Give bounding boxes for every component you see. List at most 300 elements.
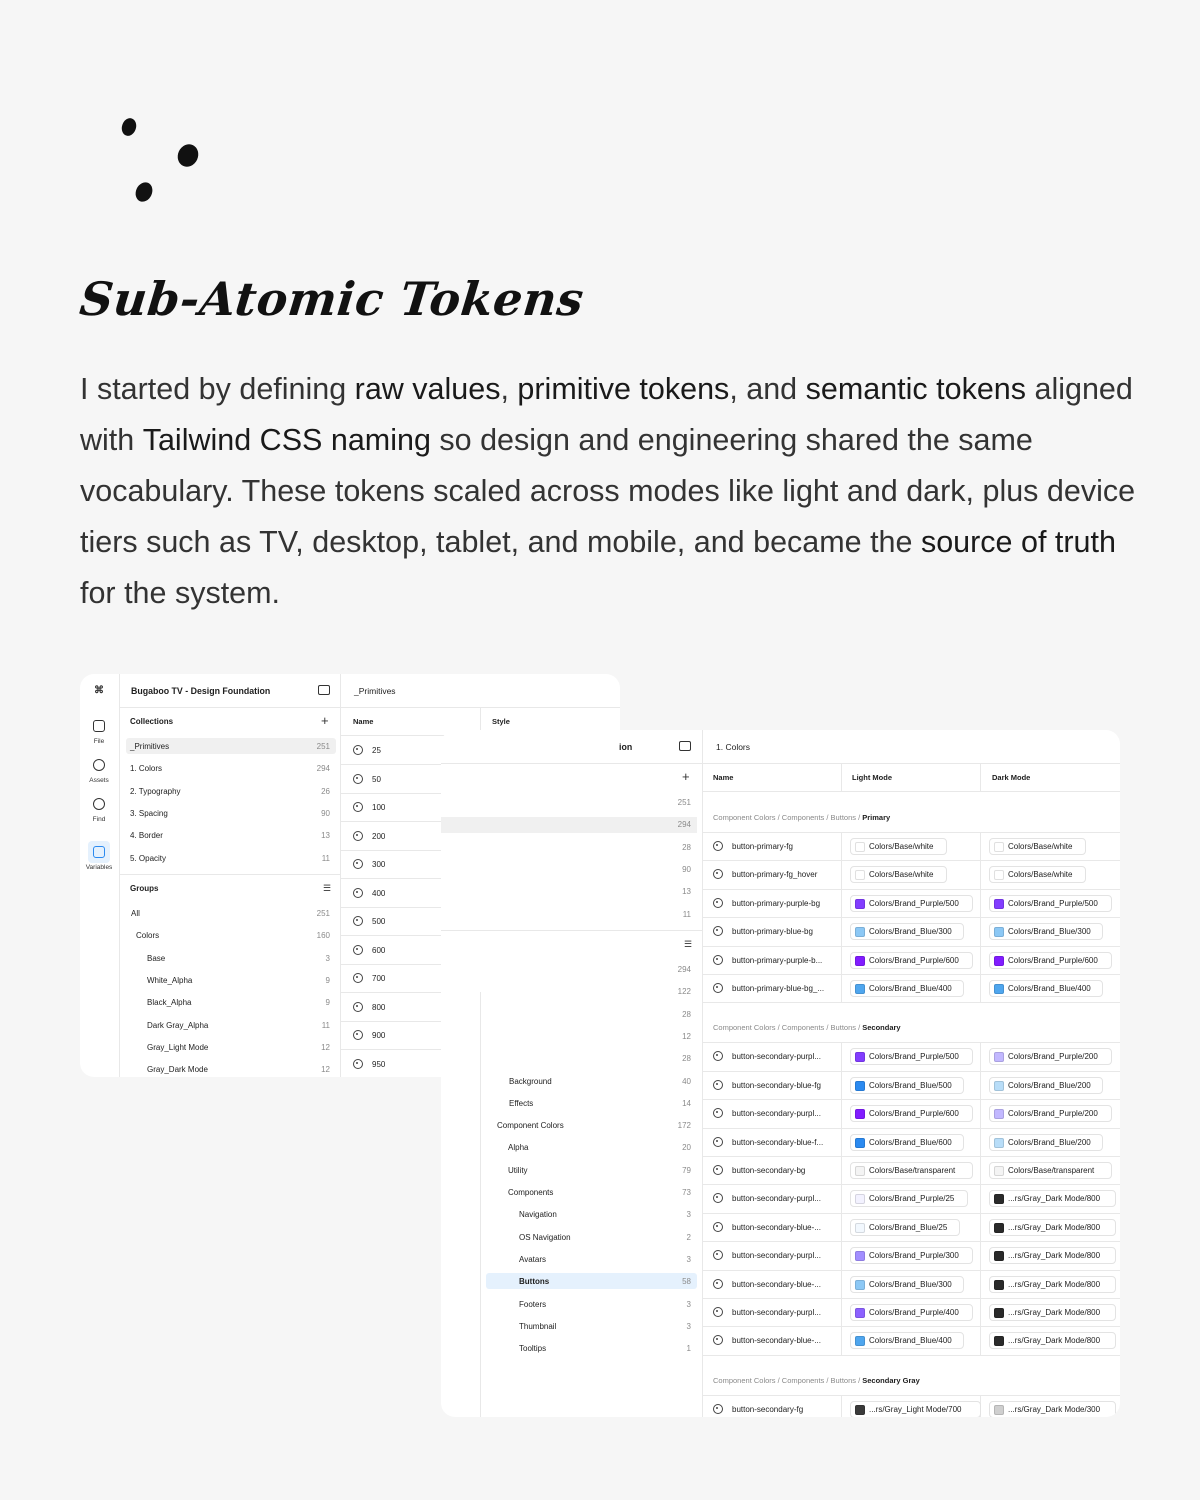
token-name[interactable]: button-secondary-blue-... bbox=[732, 1222, 821, 1232]
token-name[interactable]: 100 bbox=[372, 803, 386, 812]
dark-mode-value[interactable] bbox=[989, 1219, 1116, 1236]
group-count: 251 bbox=[316, 909, 330, 918]
group-item[interactable]: Gray_Light Mode bbox=[147, 1042, 209, 1052]
token-name[interactable]: 50 bbox=[372, 774, 381, 784]
intro-text: , bbox=[500, 372, 518, 406]
color-swatch bbox=[855, 1308, 865, 1318]
light-mode-value[interactable] bbox=[850, 838, 947, 855]
group-count: 3 bbox=[686, 1210, 691, 1220]
color-swatch bbox=[994, 1405, 1004, 1415]
group-count: 11 bbox=[321, 1020, 330, 1030]
palette-icon bbox=[353, 745, 363, 755]
dark-mode-value[interactable] bbox=[989, 895, 1112, 912]
col-divider bbox=[980, 1099, 981, 1127]
color-swatch bbox=[855, 842, 865, 852]
color-swatch bbox=[855, 956, 865, 966]
palette-icon bbox=[713, 841, 723, 851]
group-count: 14 bbox=[682, 1098, 691, 1108]
group-item[interactable]: Colors bbox=[136, 931, 160, 941]
col-divider bbox=[980, 832, 981, 860]
light-mode-text: Colors/Base/white bbox=[869, 842, 934, 851]
collection-count: 26 bbox=[321, 786, 330, 796]
group-item[interactable]: Utility bbox=[508, 1165, 528, 1175]
palette-icon bbox=[353, 1059, 363, 1069]
color-swatch bbox=[855, 1280, 865, 1290]
palette-icon bbox=[353, 916, 363, 926]
dark-mode-text: ...rs/Gray_Dark Mode/800 bbox=[1008, 1279, 1101, 1289]
token-name[interactable]: 950 bbox=[372, 1059, 386, 1069]
token-name[interactable]: button-secondary-blue-f... bbox=[732, 1137, 824, 1147]
group-item[interactable]: Base bbox=[147, 953, 166, 963]
collections-label: Collections bbox=[130, 717, 174, 726]
collection-count: 11 bbox=[321, 853, 330, 863]
col-divider bbox=[980, 917, 981, 945]
token-name[interactable]: 600 bbox=[372, 945, 386, 955]
group-item[interactable]: Effects bbox=[509, 1098, 534, 1108]
group-count: 73 bbox=[682, 1188, 691, 1197]
group-count: 294 bbox=[677, 965, 691, 974]
row-divider bbox=[702, 1002, 1120, 1003]
col-divider bbox=[980, 1298, 981, 1326]
collection-count: 28 bbox=[682, 842, 691, 852]
sort-groups-icon[interactable]: ☰ bbox=[684, 939, 693, 949]
group-item[interactable]: Navigation bbox=[519, 1210, 557, 1220]
palette-icon bbox=[353, 859, 363, 869]
find-icon[interactable] bbox=[93, 798, 105, 810]
color-swatch bbox=[855, 1081, 865, 1091]
intro-emphasis: semantic tokens bbox=[805, 372, 1027, 406]
group-item[interactable]: Tooltips bbox=[519, 1344, 547, 1354]
col-divider bbox=[980, 1270, 981, 1298]
group-count: 28 bbox=[682, 1054, 691, 1064]
row-divider bbox=[702, 860, 1120, 861]
color-swatch bbox=[855, 927, 865, 937]
col-divider bbox=[980, 1071, 981, 1099]
palette-icon bbox=[353, 1002, 363, 1012]
col-divider bbox=[841, 860, 842, 888]
dark-mode-value[interactable] bbox=[989, 980, 1103, 997]
dark-mode-text: ...rs/Gray_Dark Mode/800 bbox=[1008, 1336, 1101, 1346]
col-divider bbox=[980, 1128, 981, 1156]
table-title: _Primitives bbox=[354, 686, 396, 696]
color-swatch bbox=[994, 984, 1004, 994]
token-name[interactable]: button-primary-blue-bg_... bbox=[732, 984, 825, 993]
dark-mode-text: Colors/Brand_Purple/200 bbox=[1008, 1109, 1098, 1119]
light-mode-text: Colors/Brand_Blue/600 bbox=[869, 1137, 952, 1147]
intro-text: so design and engineering shared the same vocabulary. These tokens scaled across modes like light and dark, plus device tiers such as TV, desktop, tablet, and mobile, and became the bbox=[80, 423, 1136, 559]
token-name[interactable]: button-primary-fg_hover bbox=[732, 870, 818, 880]
color-swatch bbox=[994, 1138, 1004, 1148]
row-divider bbox=[702, 1213, 1120, 1214]
group-count: 2 bbox=[686, 1232, 691, 1242]
group-item[interactable]: White_Alpha bbox=[147, 975, 193, 985]
collection-count: 90 bbox=[682, 864, 691, 874]
group-count: 58 bbox=[682, 1277, 691, 1287]
col-divider bbox=[841, 1270, 842, 1298]
light-mode-value[interactable] bbox=[850, 1162, 973, 1179]
token-name[interactable]: button-primary-purple-b... bbox=[732, 955, 823, 965]
group-count: 28 bbox=[682, 1009, 691, 1019]
token-name[interactable]: button-secondary-fg bbox=[732, 1404, 804, 1414]
col-divider bbox=[841, 1042, 842, 1070]
light-mode-text: Colors/Base/white bbox=[869, 870, 934, 880]
palette-icon bbox=[713, 1193, 723, 1203]
palette-icon bbox=[713, 1222, 723, 1232]
row-divider bbox=[702, 1099, 1120, 1100]
dark-mode-text: Colors/Brand_Purple/500 bbox=[1008, 898, 1098, 908]
collection-name: 3. Spacing bbox=[130, 808, 168, 818]
palette-icon bbox=[713, 1335, 723, 1345]
file-title: Bugaboo TV - Design Foundation bbox=[131, 686, 271, 696]
light-mode-value[interactable] bbox=[850, 1332, 964, 1349]
color-swatch bbox=[994, 956, 1004, 966]
row-divider bbox=[702, 1270, 1120, 1271]
token-name[interactable]: button-secondary-purpl... bbox=[732, 1109, 821, 1119]
group-item[interactable]: Thumbnail bbox=[519, 1321, 557, 1331]
col-divider bbox=[841, 1156, 842, 1184]
section-path-text: Component Colors / Components / Buttons / bbox=[713, 813, 863, 822]
group-count: 160 bbox=[316, 931, 330, 941]
light-mode-value[interactable] bbox=[850, 1048, 973, 1065]
dark-mode-text: Colors/Base/transparent bbox=[1008, 1166, 1095, 1175]
palette-icon bbox=[713, 1279, 723, 1289]
group-item[interactable]: All bbox=[131, 909, 140, 918]
light-mode-value[interactable] bbox=[850, 866, 947, 883]
group-item[interactable]: Dark Gray_Alpha bbox=[147, 1020, 209, 1030]
group-count: 20 bbox=[682, 1143, 691, 1153]
palette-icon bbox=[713, 1137, 723, 1147]
row-divider bbox=[702, 1395, 1120, 1396]
color-swatch bbox=[994, 1081, 1004, 1091]
group-item[interactable]: Gray_Dark Mode bbox=[147, 1065, 208, 1075]
col-divider bbox=[841, 946, 842, 974]
add-collection-icon[interactable]: + bbox=[321, 713, 329, 728]
intro-emphasis: Tailwind CSS naming bbox=[142, 423, 431, 457]
light-mode-text: Colors/Brand_Purple/500 bbox=[869, 898, 959, 908]
colors-window bbox=[441, 730, 1120, 1417]
palette-icon bbox=[353, 774, 363, 784]
token-name[interactable]: button-secondary-purpl... bbox=[732, 1052, 821, 1062]
color-swatch bbox=[855, 1194, 865, 1204]
token-name[interactable]: 400 bbox=[372, 888, 386, 898]
token-name[interactable]: button-primary-fg bbox=[732, 842, 793, 851]
light-mode-text: ...rs/Gray_Light Mode/700 bbox=[869, 1404, 962, 1414]
col-divider bbox=[841, 832, 842, 860]
group-count: 12 bbox=[321, 1042, 330, 1052]
color-swatch bbox=[855, 1223, 865, 1233]
col-name-header: Name bbox=[713, 773, 734, 782]
color-swatch bbox=[994, 1223, 1004, 1233]
group-count: 3 bbox=[686, 1321, 691, 1331]
group-item[interactable]: Black_Alpha bbox=[147, 998, 192, 1008]
light-mode-text: Colors/Brand_Purple/600 bbox=[869, 1109, 959, 1119]
intro-text: for the system. bbox=[80, 576, 281, 610]
row-divider bbox=[702, 917, 1120, 918]
page-title: Sub-Atomic Tokens bbox=[77, 272, 587, 326]
collection-count: 251 bbox=[677, 798, 691, 807]
token-name[interactable]: button-secondary-purpl... bbox=[732, 1194, 821, 1204]
light-mode-text: Colors/Brand_Blue/300 bbox=[869, 927, 952, 937]
col-divider bbox=[841, 1298, 842, 1326]
color-swatch bbox=[855, 1251, 865, 1261]
rail-label-assets: Assets bbox=[89, 777, 109, 784]
intro-text: aligned with bbox=[80, 372, 1133, 457]
color-swatch bbox=[855, 1052, 865, 1062]
color-swatch bbox=[855, 1109, 865, 1119]
token-name[interactable]: 500 bbox=[372, 917, 386, 926]
col-light-header: Light Mode bbox=[852, 773, 892, 782]
light-mode-text: Colors/Brand_Purple/600 bbox=[869, 955, 959, 965]
light-mode-value[interactable] bbox=[850, 980, 964, 997]
color-swatch bbox=[994, 1194, 1004, 1204]
table-title: 1. Colors bbox=[716, 742, 751, 752]
color-swatch bbox=[855, 1138, 865, 1148]
collection-count: 11 bbox=[682, 909, 691, 919]
col-divider bbox=[980, 1156, 981, 1184]
token-name[interactable]: 800 bbox=[372, 1002, 386, 1012]
light-mode-text: Colors/Base/transparent bbox=[869, 1166, 956, 1175]
dark-mode-text: ...rs/Gray_Dark Mode/800 bbox=[1008, 1251, 1101, 1261]
dark-mode-text: Colors/Brand_Blue/200 bbox=[1008, 1137, 1091, 1147]
variables-icon[interactable] bbox=[93, 846, 105, 858]
group-item-selected[interactable]: Buttons bbox=[519, 1277, 550, 1287]
palette-icon bbox=[713, 955, 723, 965]
light-mode-value[interactable] bbox=[850, 1077, 964, 1094]
col-divider bbox=[841, 974, 842, 1002]
sidebar-toggle-icon[interactable] bbox=[679, 741, 691, 751]
group-count: 3 bbox=[686, 1299, 691, 1309]
figma-logo-icon[interactable]: ⌘ bbox=[94, 685, 104, 696]
light-mode-value[interactable] bbox=[850, 1276, 964, 1293]
light-mode-text: Colors/Brand_Blue/25 bbox=[869, 1222, 948, 1232]
row-divider bbox=[702, 1355, 1120, 1356]
light-mode-value[interactable] bbox=[850, 1190, 968, 1207]
row-divider bbox=[702, 1128, 1120, 1129]
sort-groups-icon[interactable]: ☰ bbox=[323, 883, 332, 893]
color-swatch bbox=[855, 984, 865, 994]
row-divider bbox=[702, 1042, 1120, 1043]
dark-mode-value[interactable] bbox=[989, 1276, 1116, 1293]
token-name[interactable]: button-secondary-purpl... bbox=[732, 1308, 821, 1317]
dark-mode-value[interactable] bbox=[989, 1190, 1116, 1207]
dark-mode-text: Colors/Base/white bbox=[1008, 870, 1073, 880]
add-collection-icon[interactable]: + bbox=[682, 769, 690, 784]
palette-icon bbox=[713, 1108, 723, 1118]
token-name[interactable]: 25 bbox=[372, 746, 381, 755]
group-item[interactable]: Background bbox=[509, 1076, 552, 1086]
palette-icon bbox=[713, 983, 723, 993]
col-divider bbox=[980, 889, 981, 917]
group-item[interactable]: Avatars bbox=[519, 1254, 546, 1264]
dark-mode-value[interactable] bbox=[989, 838, 1086, 855]
palette-icon bbox=[713, 869, 723, 879]
dark-mode-text: Colors/Brand_Blue/400 bbox=[1008, 984, 1091, 993]
dark-mode-value[interactable] bbox=[989, 1304, 1116, 1321]
token-name[interactable]: button-secondary-purpl... bbox=[732, 1251, 821, 1261]
dark-mode-text: Colors/Base/white bbox=[1008, 842, 1073, 851]
color-swatch bbox=[994, 1251, 1004, 1261]
col-divider bbox=[841, 1099, 842, 1127]
dark-mode-value[interactable] bbox=[989, 1247, 1116, 1264]
col-name-header: Name bbox=[353, 717, 374, 726]
dark-mode-value[interactable] bbox=[989, 866, 1086, 883]
dark-mode-text: Colors/Brand_Purple/200 bbox=[1008, 1052, 1098, 1062]
color-swatch bbox=[994, 899, 1004, 909]
light-mode-text: Colors/Brand_Purple/400 bbox=[869, 1308, 959, 1317]
dark-mode-value[interactable] bbox=[989, 1105, 1112, 1122]
light-mode-value[interactable] bbox=[850, 1304, 973, 1321]
color-swatch bbox=[994, 1308, 1004, 1318]
intro-emphasis: primitive tokens bbox=[517, 372, 730, 406]
token-name[interactable]: 700 bbox=[372, 974, 386, 983]
token-name[interactable]: button-secondary-blue-... bbox=[732, 1336, 821, 1346]
col-dark-header: Dark Mode bbox=[992, 773, 1031, 782]
collection-count: 90 bbox=[321, 808, 330, 818]
light-mode-text: Colors/Brand_Blue/400 bbox=[869, 1336, 952, 1346]
group-count: 40 bbox=[682, 1076, 691, 1086]
palette-icon bbox=[713, 1080, 723, 1090]
token-name[interactable]: 900 bbox=[372, 1031, 386, 1040]
group-count: 3 bbox=[325, 953, 330, 963]
group-count: 1 bbox=[686, 1344, 691, 1354]
token-name[interactable]: 200 bbox=[372, 831, 386, 841]
color-swatch bbox=[994, 870, 1004, 880]
dark-mode-text: ...rs/Gray_Dark Mode/800 bbox=[1008, 1308, 1101, 1317]
dark-mode-value[interactable] bbox=[989, 1048, 1112, 1065]
group-count: 9 bbox=[325, 975, 330, 985]
palette-icon bbox=[353, 888, 363, 898]
dark-mode-value[interactable] bbox=[989, 923, 1103, 940]
rail-label-find: Find bbox=[92, 816, 106, 823]
light-mode-value[interactable] bbox=[850, 952, 973, 969]
color-swatch bbox=[994, 1280, 1004, 1290]
color-swatch bbox=[855, 1166, 865, 1176]
light-mode-text: Colors/Brand_Purple/500 bbox=[869, 1052, 959, 1062]
dark-mode-value[interactable] bbox=[989, 1162, 1112, 1179]
dark-mode-value[interactable] bbox=[989, 952, 1112, 969]
dark-mode-text: Colors/Brand_Blue/300 bbox=[1008, 927, 1091, 937]
section-path-text: Component Colors / Components / Buttons / bbox=[713, 1023, 863, 1033]
row-divider bbox=[702, 974, 1120, 975]
color-swatch bbox=[994, 1336, 1004, 1346]
light-mode-value[interactable] bbox=[850, 923, 964, 940]
light-mode-text: Colors/Brand_Blue/300 bbox=[869, 1279, 952, 1289]
col-divider bbox=[980, 946, 981, 974]
col-divider bbox=[841, 1071, 842, 1099]
section-leaf: Primary bbox=[862, 813, 891, 822]
color-swatch bbox=[855, 870, 865, 880]
group-item[interactable]: Component Colors bbox=[497, 1121, 564, 1131]
assets-icon[interactable] bbox=[93, 759, 105, 771]
token-name[interactable]: button-secondary-blue-... bbox=[732, 1279, 821, 1289]
collection-name: 1. Colors bbox=[130, 764, 163, 774]
palette-icon bbox=[353, 802, 363, 812]
row-divider bbox=[702, 1071, 1120, 1072]
dark-mode-value[interactable] bbox=[989, 1077, 1103, 1094]
col-divider bbox=[841, 1184, 842, 1212]
collection-name: 4. Border bbox=[130, 831, 163, 841]
light-mode-value[interactable] bbox=[850, 1105, 973, 1122]
light-mode-value[interactable] bbox=[850, 1219, 960, 1236]
intro-emphasis: source of truth bbox=[920, 525, 1116, 559]
row-divider bbox=[702, 1298, 1120, 1299]
group-count: 172 bbox=[677, 1121, 691, 1131]
light-mode-text: Colors/Brand_Purple/25 bbox=[869, 1194, 955, 1204]
col-divider bbox=[980, 860, 981, 888]
section-path bbox=[713, 1023, 901, 1032]
dark-mode-text: ...rs/Gray_Dark Mode/800 bbox=[1008, 1222, 1101, 1232]
light-mode-value[interactable] bbox=[850, 1247, 973, 1264]
section-path bbox=[713, 813, 890, 822]
row-divider bbox=[702, 1326, 1120, 1327]
col-divider bbox=[980, 1241, 981, 1269]
color-swatch bbox=[855, 899, 865, 909]
token-name[interactable]: button-primary-blue-bg bbox=[732, 927, 813, 937]
palette-icon bbox=[713, 1165, 723, 1175]
palette-icon bbox=[713, 898, 723, 908]
col-divider bbox=[841, 917, 842, 945]
sidebar-toggle-icon[interactable] bbox=[318, 685, 330, 695]
dark-mode-value[interactable] bbox=[989, 1332, 1116, 1349]
palette-icon bbox=[713, 1250, 723, 1260]
dark-mode-value[interactable] bbox=[989, 1134, 1103, 1151]
section-leaf: Secondary bbox=[862, 1023, 901, 1033]
collection-count: 251 bbox=[316, 742, 330, 751]
col-divider bbox=[841, 1326, 842, 1354]
light-mode-value[interactable] bbox=[850, 1134, 964, 1151]
group-count: 9 bbox=[325, 998, 330, 1008]
color-swatch bbox=[994, 927, 1004, 937]
light-mode-value[interactable] bbox=[850, 895, 973, 912]
palette-icon bbox=[353, 831, 363, 841]
token-name[interactable]: button-primary-purple-bg bbox=[732, 898, 821, 908]
group-count: 122 bbox=[677, 987, 691, 997]
rail-label-file: File bbox=[93, 738, 105, 745]
col-divider bbox=[980, 1326, 981, 1354]
file-icon[interactable] bbox=[93, 720, 105, 732]
group-item[interactable]: Components bbox=[508, 1188, 554, 1197]
dark-mode-text: ...rs/Gray_Dark Mode/300 bbox=[1008, 1404, 1101, 1414]
intro-text: I started by defining bbox=[80, 372, 355, 406]
dark-mode-text: Colors/Brand_Blue/200 bbox=[1008, 1080, 1091, 1090]
palette-icon bbox=[353, 1030, 363, 1040]
token-name[interactable]: button-secondary-blue-fg bbox=[732, 1080, 821, 1090]
token-name[interactable]: button-secondary-bg bbox=[732, 1166, 806, 1175]
token-name[interactable]: 300 bbox=[372, 860, 386, 869]
row-divider bbox=[702, 1184, 1120, 1185]
intro-emphasis: raw values bbox=[354, 372, 501, 406]
col-divider bbox=[841, 1213, 842, 1241]
row-divider bbox=[702, 1156, 1120, 1157]
group-item[interactable]: Footers bbox=[519, 1299, 547, 1309]
light-mode-text: Colors/Brand_Blue/400 bbox=[869, 984, 952, 993]
palette-icon bbox=[713, 1404, 723, 1414]
group-item[interactable]: Alpha bbox=[508, 1143, 529, 1153]
color-swatch bbox=[994, 1052, 1004, 1062]
section-leaf: Secondary Gray bbox=[862, 1375, 920, 1385]
collection-name: 2. Typography bbox=[130, 786, 181, 796]
col-style-header: Style bbox=[492, 717, 510, 726]
palette-icon bbox=[713, 926, 723, 936]
light-mode-value[interactable] bbox=[850, 1401, 981, 1417]
group-count: 3 bbox=[686, 1254, 691, 1264]
col-divider bbox=[841, 889, 842, 917]
col-divider bbox=[841, 1241, 842, 1269]
intro-paragraph bbox=[80, 364, 1140, 619]
dark-mode-value[interactable] bbox=[989, 1401, 1116, 1417]
color-swatch bbox=[994, 842, 1004, 852]
group-item[interactable]: OS Navigation bbox=[519, 1232, 571, 1242]
